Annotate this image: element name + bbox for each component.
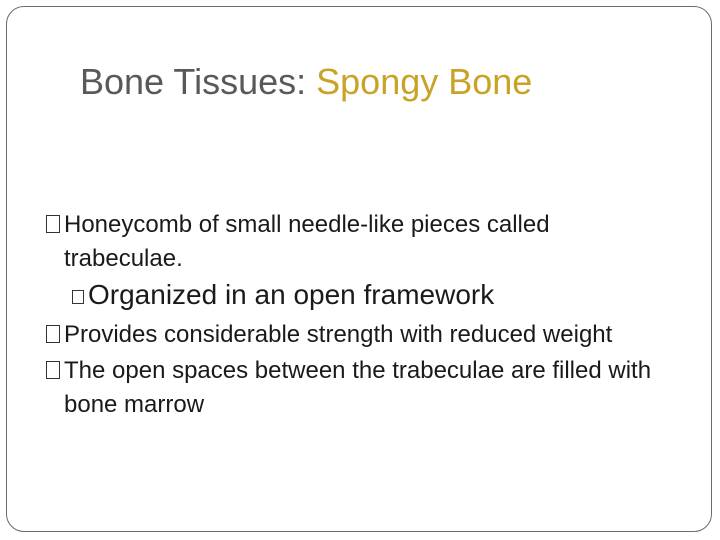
bullet-marker-icon [46,361,60,379]
bullet-item [46,208,550,276]
bullet-text-continued: trabeculae. [64,245,183,272]
bullet-marker-icon [46,215,60,233]
bullet-text: Organized in an open framework [88,279,495,310]
bullet-marker-icon [46,325,60,343]
title-accent: Spongy Bone [316,61,533,102]
bullet-text: Provides considerable strength with reduced weight [64,321,613,348]
slide-title [80,60,532,104]
bullet-item [46,354,651,422]
title-main: Bone Tissues: [80,61,317,102]
bullet-text: Honeycomb of small needle-like pieces called [64,211,550,238]
sub-bullet-item [72,278,494,312]
bullet-text-continued: bone marrow [64,391,205,418]
bullet-item [46,318,612,352]
bullet-marker-icon [72,290,84,304]
bullet-text: The open spaces between the trabeculae are filled with [64,357,652,384]
